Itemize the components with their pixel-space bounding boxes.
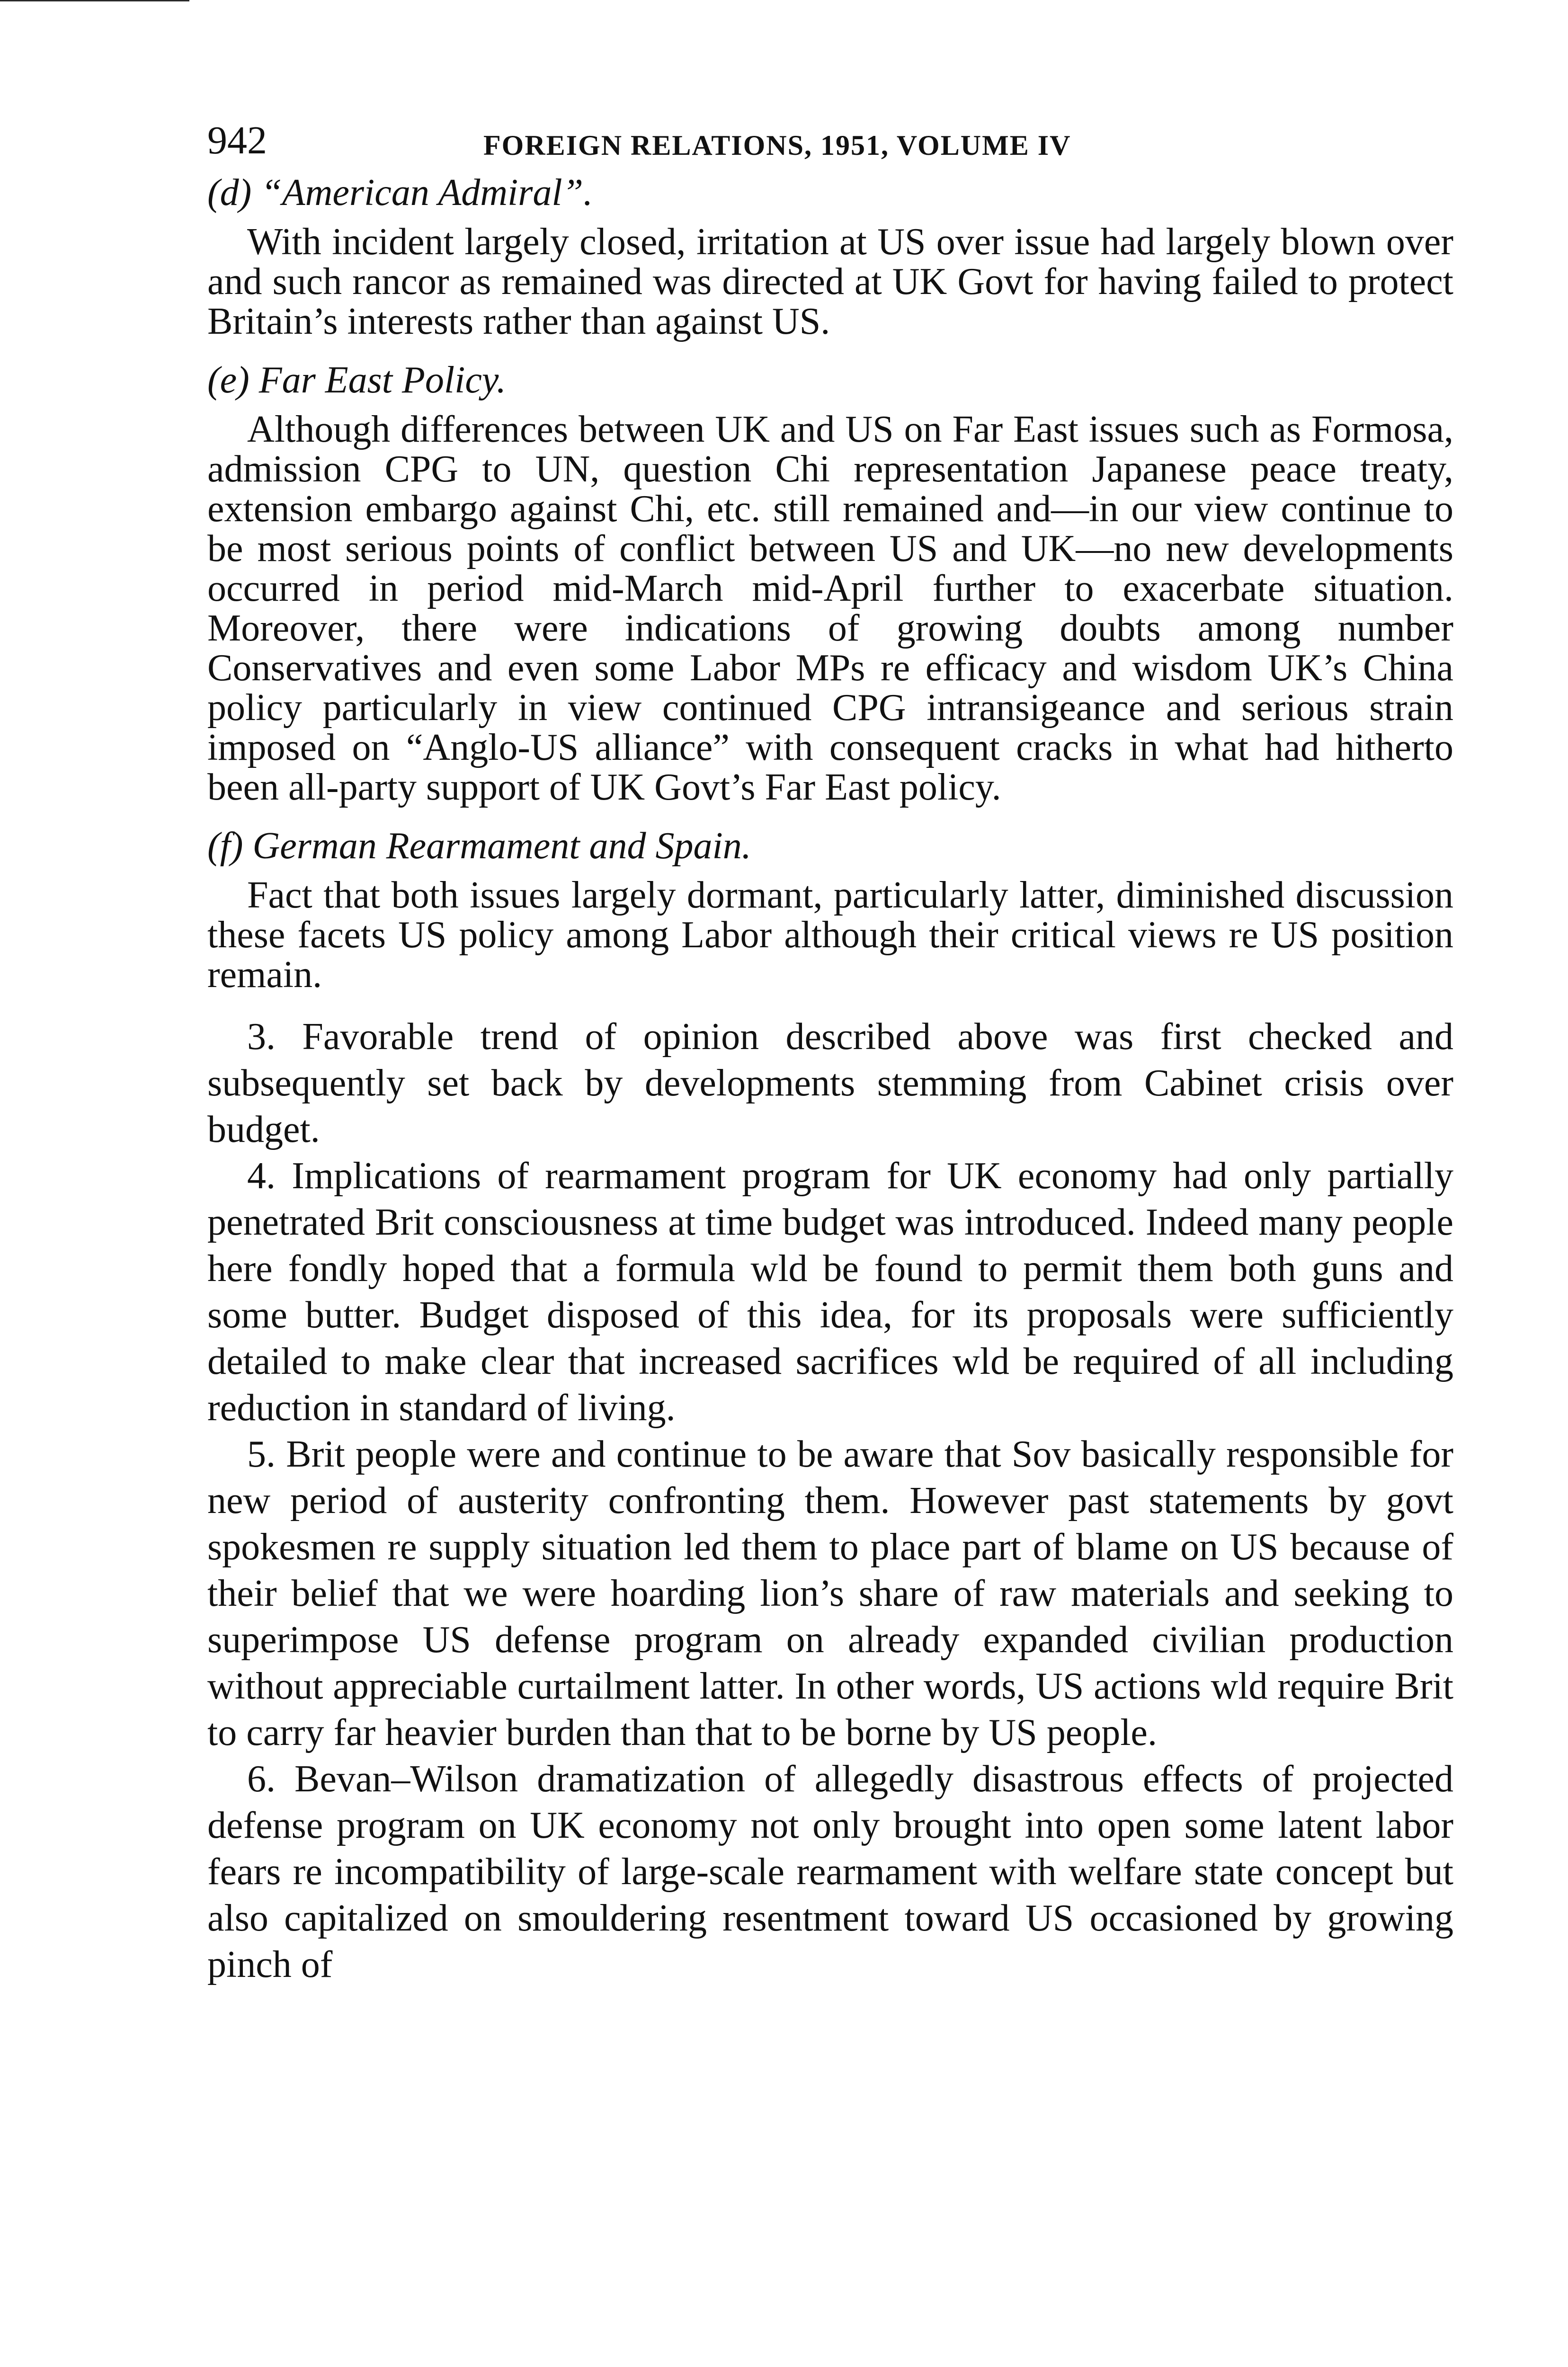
section-heading-f: (f) German Rearmament and Spain. xyxy=(207,825,751,867)
numbered-paragraph-3: 3. Favorable trend of opinion described above was first checked and subsequently set back by developments stemming from Cabinet crisis over budget. xyxy=(207,1016,1453,1150)
section-heading-d: (d) “American Admiral”. xyxy=(207,172,593,214)
running-head: FOREIGN RELATIONS, 1951, VOLUME IV xyxy=(483,130,1071,161)
scan-edge-mark xyxy=(0,0,189,1)
section-paragraph-f: Fact that both issues largely dormant, particularly latter, diminished discussion these facets US policy among Labor although their critical views re US position remain. xyxy=(207,874,1453,996)
section-heading-e: (e) Far East Policy. xyxy=(207,359,506,401)
numbered-paragraph-4: 4. Implications of rearmament program for UK economy had only partially penetrated Brit consciousness at time budget was introduced. Indeed many people here fondly hoped that a formula wld be found to permit them both guns and some butter. Budget disposed of this idea, for its proposals were sufficiently detailed to make clear that increased sacrifices wld be required of all including reduction in standard of living. xyxy=(207,1155,1453,1429)
numbered-paragraph-6: 6. Bevan–Wilson dramatization of allegedly disastrous effects of projected defense program on UK economy not only brought into open some latent labor fears re incompatibility of large-scale rearmament with welfare state concept but also capitalized on smouldering resentment toward US occasioned by growing pinch of xyxy=(207,1758,1453,1985)
numbered-paragraph-5: 5. Brit people were and continue to be aware that Sov basically responsible for new period of austerity confronting them. However past statements by govt spokesmen re supply situation led them to place part of blame on US because of their belief that we were hoarding lion’s share of raw materials and seeking to superimpose US defense program on already expanded civilian production without appreciable curtailment latter. In other words, US actions wld require Brit to carry far heavier burden than that to be borne by US people. xyxy=(207,1433,1453,1753)
section-paragraph-e: Although differences between UK and US on Far East issues such as Formosa, admission CPG to UN, question Chi representation Japanese peace treaty, extension embargo against Chi, etc. still remained and—in our view continue to be most serious points of conflict between US and UK—no new developments occurred in period mid-March mid-April further to exacerbate situation. Moreover, there were indications of growing doubts among number Conservatives and even some Labor MPs re efficacy and wisdom UK’s China policy particularly in view continued CPG intransigeance and serious strain imposed on “Anglo-US alliance” with consequent cracks in what had hitherto been all-party support of UK Govt’s Far East policy. xyxy=(207,409,1453,808)
page-number: 942 xyxy=(207,118,267,162)
document-page xyxy=(207,118,1453,1988)
section-paragraph-d: With incident largely closed, irritation at US over issue had largely blown over and such rancor as remained was directed at UK Govt for having failed to protect Britain’s interests rather than against US. xyxy=(207,221,1453,342)
page-header xyxy=(207,118,1453,173)
